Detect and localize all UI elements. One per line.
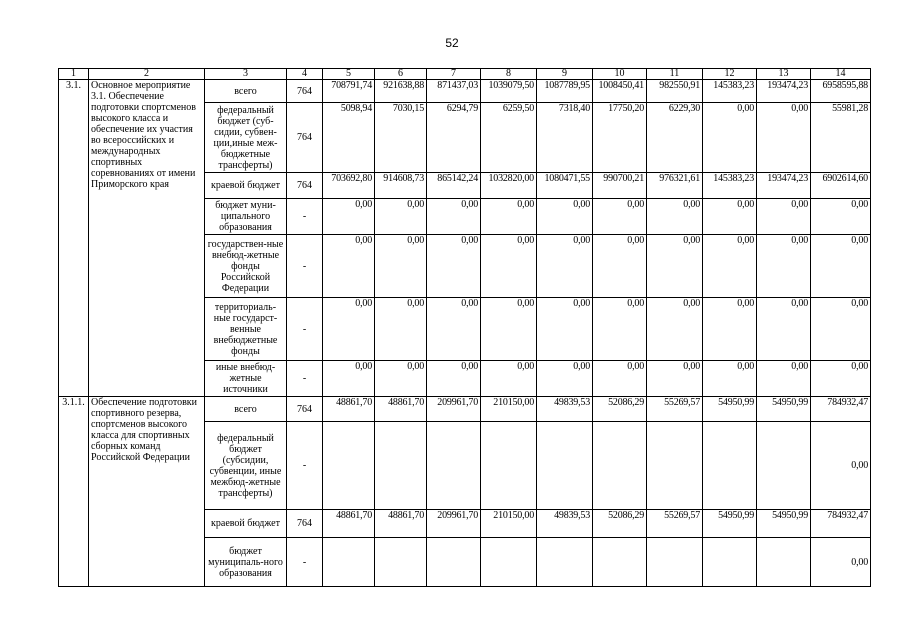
value-cell: 0,00: [647, 199, 703, 235]
value-cell: 0,00: [427, 361, 481, 397]
value-cell: 0,00: [427, 298, 481, 361]
value-cell: 0,00: [323, 235, 375, 298]
value-cell: 145383,23: [703, 80, 757, 103]
grbs-code: -: [287, 422, 323, 510]
value-cell: 0,00: [647, 235, 703, 298]
value-cell: 6294,79: [427, 103, 481, 173]
value-cell: 49839,53: [537, 397, 593, 422]
grbs-code: -: [287, 361, 323, 397]
value-cell: 48861,70: [375, 510, 427, 538]
column-number-cell: 2: [89, 69, 205, 80]
table-body: [59, 69, 871, 587]
value-cell: 209961,70: [427, 397, 481, 422]
value-cell: [481, 422, 537, 510]
value-cell: 871437,03: [427, 80, 481, 103]
value-cell: 0,00: [703, 199, 757, 235]
funding-source: иные внебюд-жетные источники: [205, 361, 287, 397]
grbs-code: 764: [287, 510, 323, 538]
value-cell: 0,00: [593, 298, 647, 361]
funding-source: бюджет муниципаль-ного образования: [205, 538, 287, 587]
funding-source: всего: [205, 397, 287, 422]
grbs-code: -: [287, 538, 323, 587]
value-cell: 0,00: [537, 298, 593, 361]
value-cell: 0,00: [703, 103, 757, 173]
value-cell: 784932,47: [811, 397, 871, 422]
value-cell: 0,00: [481, 298, 537, 361]
value-cell: 0,00: [811, 538, 871, 587]
value-cell: 703692,80: [323, 173, 375, 199]
value-cell: 6259,50: [481, 103, 537, 173]
value-cell: 0,00: [703, 361, 757, 397]
grbs-code: 764: [287, 103, 323, 173]
column-number-cell: 6: [375, 69, 427, 80]
grbs-code: 764: [287, 397, 323, 422]
grbs-code: 764: [287, 80, 323, 103]
value-cell: 210150,00: [481, 510, 537, 538]
column-number-cell: 8: [481, 69, 537, 80]
value-cell: 865142,24: [427, 173, 481, 199]
value-cell: 0,00: [481, 235, 537, 298]
value-cell: 48861,70: [323, 397, 375, 422]
value-cell: [647, 422, 703, 510]
value-cell: 7318,40: [537, 103, 593, 173]
column-number-cell: 5: [323, 69, 375, 80]
column-number-cell: 1: [59, 69, 89, 80]
funding-source: государствен-ные внебюд-жетные фонды Российской Федерации: [205, 235, 287, 298]
value-cell: 0,00: [375, 361, 427, 397]
column-number-cell: 14: [811, 69, 871, 80]
value-cell: 5098,94: [323, 103, 375, 173]
grbs-code: -: [287, 235, 323, 298]
value-cell: 210150,00: [481, 397, 537, 422]
value-cell: [703, 538, 757, 587]
value-cell: 0,00: [375, 298, 427, 361]
value-cell: 55269,57: [647, 510, 703, 538]
value-cell: [703, 422, 757, 510]
value-cell: 0,00: [811, 422, 871, 510]
value-cell: 0,00: [323, 361, 375, 397]
value-cell: [757, 538, 811, 587]
value-cell: 0,00: [427, 199, 481, 235]
value-cell: 6229,30: [647, 103, 703, 173]
value-cell: [537, 538, 593, 587]
value-cell: 921638,88: [375, 80, 427, 103]
column-number-cell: 11: [647, 69, 703, 80]
value-cell: 0,00: [757, 298, 811, 361]
value-cell: 6902614,60: [811, 173, 871, 199]
value-cell: 0,00: [375, 235, 427, 298]
grbs-code: -: [287, 199, 323, 235]
value-cell: 0,00: [811, 199, 871, 235]
value-cell: [375, 538, 427, 587]
column-number-cell: 10: [593, 69, 647, 80]
funding-source: федеральный бюджет (суб-сидии, субвен-ции,иные меж-бюджетные трансферты): [205, 103, 287, 173]
column-number-cell: 9: [537, 69, 593, 80]
value-cell: 0,00: [757, 199, 811, 235]
value-cell: 0,00: [537, 361, 593, 397]
value-cell: 54950,99: [703, 510, 757, 538]
table-row: [59, 397, 871, 422]
value-cell: 1008450,41: [593, 80, 647, 103]
value-cell: 0,00: [757, 235, 811, 298]
value-cell: 0,00: [481, 199, 537, 235]
value-cell: 52086,29: [593, 397, 647, 422]
value-cell: 145383,23: [703, 173, 757, 199]
value-cell: 0,00: [323, 298, 375, 361]
column-number-cell: 13: [757, 69, 811, 80]
value-cell: 0,00: [537, 199, 593, 235]
value-cell: [427, 422, 481, 510]
value-cell: 0,00: [647, 361, 703, 397]
value-cell: 54950,99: [757, 397, 811, 422]
column-number-cell: 7: [427, 69, 481, 80]
value-cell: 52086,29: [593, 510, 647, 538]
value-cell: 0,00: [703, 235, 757, 298]
value-cell: 55981,28: [811, 103, 871, 173]
value-cell: 982550,91: [647, 80, 703, 103]
value-cell: [323, 422, 375, 510]
value-cell: 0,00: [593, 199, 647, 235]
funding-source: краевой бюджет: [205, 510, 287, 538]
grbs-code: -: [287, 298, 323, 361]
value-cell: [593, 422, 647, 510]
row-number: 3.1.1.: [59, 397, 89, 587]
value-cell: 708791,74: [323, 80, 375, 103]
value-cell: 0,00: [537, 235, 593, 298]
funding-source: всего: [205, 80, 287, 103]
value-cell: 54950,99: [757, 510, 811, 538]
value-cell: 976321,61: [647, 173, 703, 199]
grbs-code: 764: [287, 173, 323, 199]
funding-source: федеральный бюджет (субсидии, субвенции, иные межбюд-жетные трансферты): [205, 422, 287, 510]
value-cell: 48861,70: [375, 397, 427, 422]
value-cell: [375, 422, 427, 510]
value-cell: 0,00: [593, 235, 647, 298]
value-cell: 0,00: [757, 103, 811, 173]
value-cell: 17750,20: [593, 103, 647, 173]
value-cell: 0,00: [323, 199, 375, 235]
budget-table: [58, 68, 871, 587]
row-number: 3.1.: [59, 80, 89, 397]
value-cell: 0,00: [757, 361, 811, 397]
value-cell: [647, 538, 703, 587]
column-number-cell: 4: [287, 69, 323, 80]
value-cell: 1080471,55: [537, 173, 593, 199]
value-cell: 784932,47: [811, 510, 871, 538]
value-cell: 914608,73: [375, 173, 427, 199]
value-cell: 49839,53: [537, 510, 593, 538]
value-cell: 6958595,88: [811, 80, 871, 103]
value-cell: 0,00: [811, 235, 871, 298]
value-cell: 1039079,50: [481, 80, 537, 103]
column-number-cell: 12: [703, 69, 757, 80]
value-cell: 0,00: [811, 298, 871, 361]
funding-source: территориаль-ные государст-венные внебюджетные фонды: [205, 298, 287, 361]
value-cell: [323, 538, 375, 587]
value-cell: 193474,23: [757, 173, 811, 199]
value-cell: 0,00: [427, 235, 481, 298]
value-cell: [427, 538, 481, 587]
funding-source: краевой бюджет: [205, 173, 287, 199]
value-cell: 48861,70: [323, 510, 375, 538]
measure-name: Обеспечение подготовки спортивного резерва, спортсменов высокого класса для спортивных сборных команд Российской Федерации: [89, 397, 205, 587]
column-number-row: [59, 69, 871, 80]
page-number: 52: [445, 36, 459, 50]
value-cell: 1087789,95: [537, 80, 593, 103]
value-cell: 55269,57: [647, 397, 703, 422]
value-cell: [481, 538, 537, 587]
value-cell: 193474,23: [757, 80, 811, 103]
value-cell: 0,00: [647, 298, 703, 361]
value-cell: [537, 422, 593, 510]
table-row: [59, 80, 871, 103]
value-cell: 7030,15: [375, 103, 427, 173]
value-cell: 1032820,00: [481, 173, 537, 199]
value-cell: [593, 538, 647, 587]
value-cell: 0,00: [593, 361, 647, 397]
value-cell: 54950,99: [703, 397, 757, 422]
value-cell: 990700,21: [593, 173, 647, 199]
measure-name: Основное мероприятие 3.1. Обеспечение подготовки спортсменов высокого класса и обеспечение их участия во всероссийских и международных спортивных соревнованиях от имени Приморского края: [89, 80, 205, 397]
value-cell: 0,00: [703, 298, 757, 361]
value-cell: 0,00: [811, 361, 871, 397]
funding-source: бюджет муни-ципального образования: [205, 199, 287, 235]
value-cell: 0,00: [375, 199, 427, 235]
value-cell: 209961,70: [427, 510, 481, 538]
column-number-cell: 3: [205, 69, 287, 80]
value-cell: 0,00: [481, 361, 537, 397]
value-cell: [757, 422, 811, 510]
